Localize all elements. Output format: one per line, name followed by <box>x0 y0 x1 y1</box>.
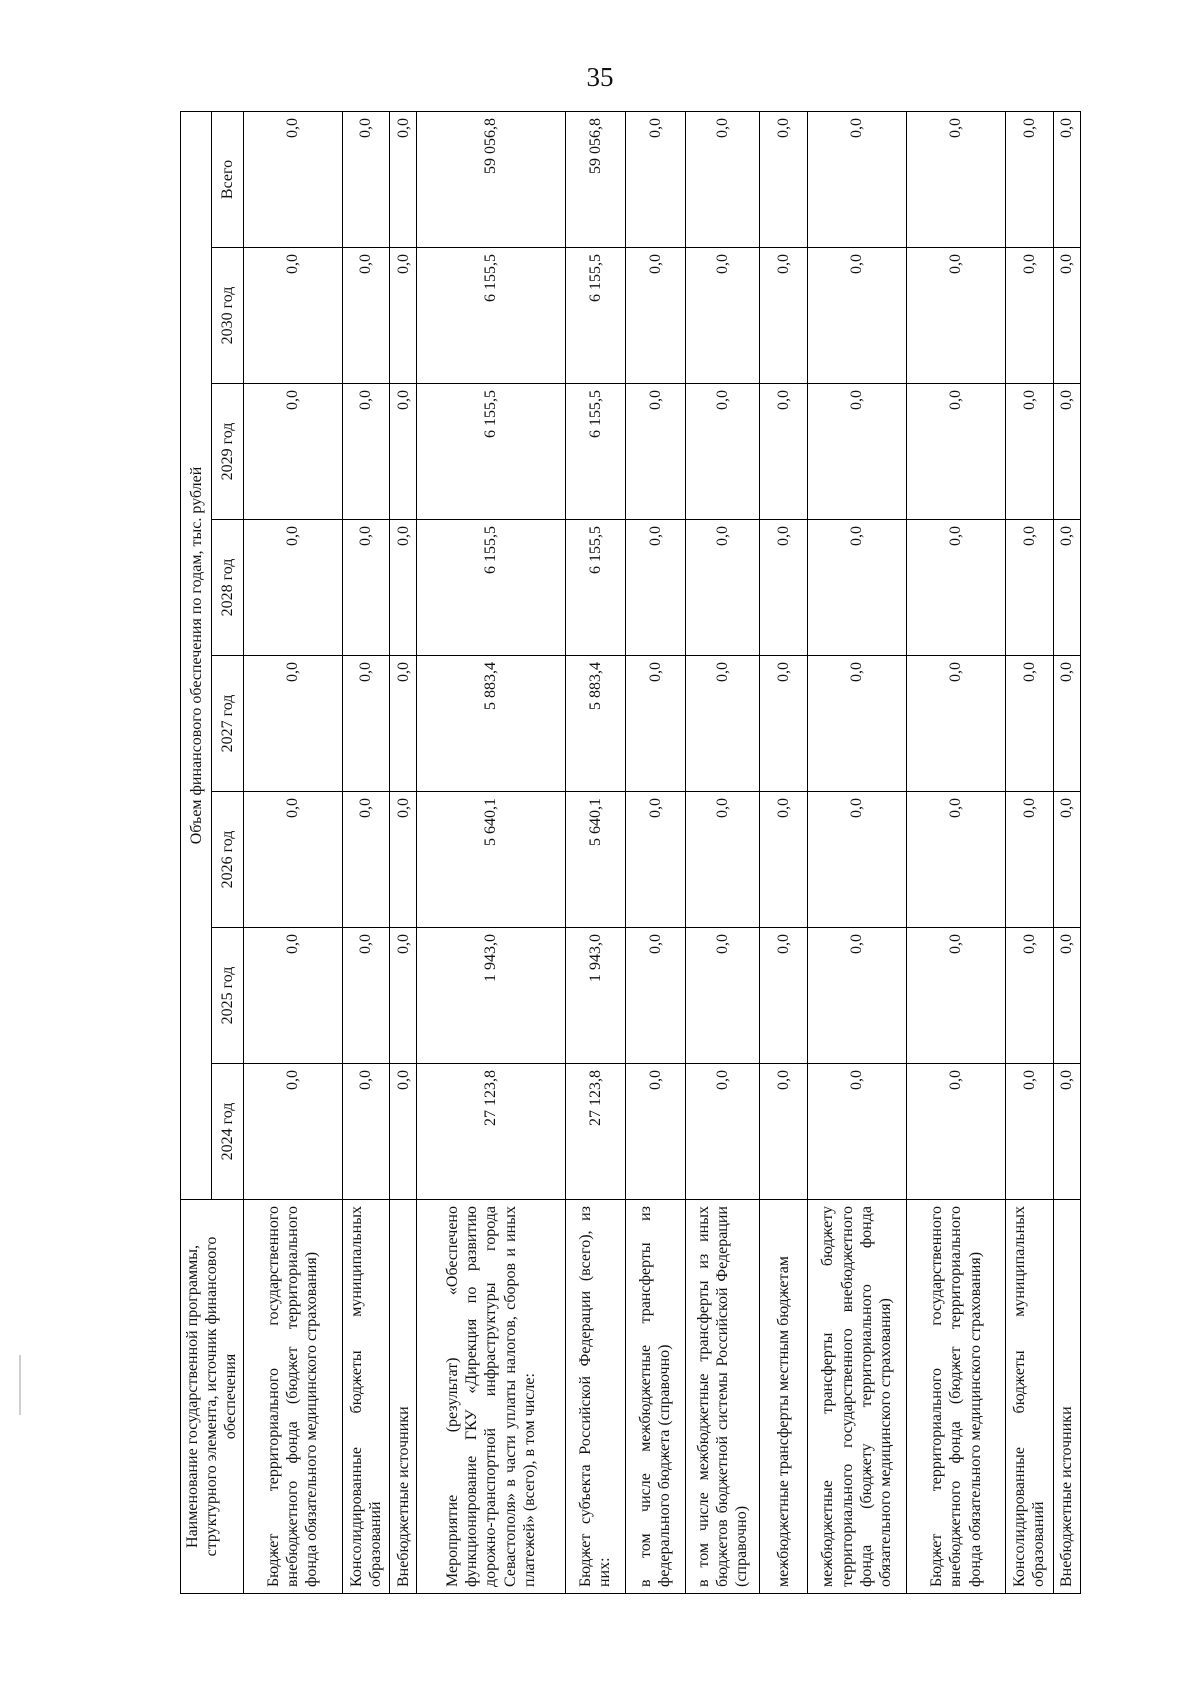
row-value: 0,0 <box>342 248 390 384</box>
row-value: 0,0 <box>1053 520 1080 656</box>
row-value: 0,0 <box>1053 656 1080 792</box>
row-value: 0,0 <box>807 1064 906 1200</box>
row-value: 0,0 <box>760 520 808 656</box>
row-value: 6 155,5 <box>565 248 625 384</box>
column-header-year: 2027 год <box>212 656 243 792</box>
row-value: 0,0 <box>760 248 808 384</box>
column-header-year: 2029 год <box>212 384 243 520</box>
row-value: 0,0 <box>625 792 685 928</box>
column-header-year: Всего <box>212 111 243 247</box>
scan-artifact <box>19 1355 21 1415</box>
row-value: 0,0 <box>760 656 808 792</box>
row-value: 0,0 <box>906 520 1005 656</box>
row-value: 0,0 <box>243 656 342 792</box>
row-value: 0,0 <box>243 384 342 520</box>
column-header-year: 2024 год <box>212 1064 243 1200</box>
row-value: 0,0 <box>1006 111 1054 247</box>
table-row <box>565 111 625 1593</box>
row-value: 0,0 <box>390 520 417 656</box>
table-row <box>342 111 390 1593</box>
row-value: 59 056,8 <box>417 111 566 247</box>
row-value: 0,0 <box>1053 928 1080 1064</box>
row-name: Внебюджетные источники <box>1053 1200 1080 1594</box>
row-value: 0,0 <box>243 111 342 247</box>
row-value: 0,0 <box>243 928 342 1064</box>
table-row <box>390 111 417 1593</box>
row-value: 59 056,8 <box>565 111 625 247</box>
row-value: 0,0 <box>760 384 808 520</box>
row-value: 0,0 <box>390 111 417 247</box>
row-value: 0,0 <box>906 792 1005 928</box>
row-value: 0,0 <box>1006 928 1054 1064</box>
page-number: 35 <box>586 62 614 92</box>
row-name: в том числе межбюджетные трансферты из иных бюджетов бюджетной системы Российской Федерации (справочно) <box>685 1200 759 1594</box>
table-body <box>243 111 1080 1593</box>
row-value: 5 883,4 <box>417 656 566 792</box>
table-row <box>807 111 906 1593</box>
row-value: 0,0 <box>625 928 685 1064</box>
row-value: 0,0 <box>390 384 417 520</box>
row-name: Мероприятие (результат) «Обеспечено функционирование ГКУ «Дирекция по развитию дорожно-транспортной инфраструктуры города Севастополя» в части уплаты налогов, сборов и иных платежей» (всего), в том числе: <box>417 1200 566 1594</box>
row-value: 0,0 <box>1006 656 1054 792</box>
row-name: Бюджет территориального государственного внебюджетного фонда (бюджет территориального фонда обязательного медицинского страхования) <box>243 1200 342 1594</box>
row-value: 0,0 <box>906 248 1005 384</box>
row-value: 0,0 <box>1006 520 1054 656</box>
row-value: 5 640,1 <box>565 792 625 928</box>
row-value: 0,0 <box>685 384 759 520</box>
row-value: 0,0 <box>685 792 759 928</box>
row-value: 0,0 <box>685 656 759 792</box>
budget-table <box>180 111 1081 1594</box>
row-name: Бюджет территориального государственного внебюджетного фонда (бюджет территориального фонда обязательного медицинского страхования) <box>906 1200 1005 1594</box>
column-header-year: 2030 год <box>212 248 243 384</box>
row-value: 0,0 <box>685 928 759 1064</box>
row-name: межбюджетные трансферты бюджету территориального государственного внебюджетного фонда (бюджету территориального фонда обязательного медицинского страхования) <box>807 1200 906 1594</box>
row-value: 0,0 <box>807 656 906 792</box>
row-name: Бюджет субъекта Российской Федерации (всего), из них: <box>565 1200 625 1594</box>
row-value: 0,0 <box>685 1064 759 1200</box>
row-value: 0,0 <box>760 1064 808 1200</box>
row-value: 0,0 <box>906 111 1005 247</box>
row-name: межбюджетные трансферты местным бюджетам <box>760 1200 808 1594</box>
row-value: 0,0 <box>342 384 390 520</box>
row-value: 0,0 <box>1053 111 1080 247</box>
row-value: 6 155,5 <box>565 520 625 656</box>
row-value: 0,0 <box>390 248 417 384</box>
row-value: 0,0 <box>807 248 906 384</box>
column-header-year: 2025 год <box>212 928 243 1064</box>
row-value: 0,0 <box>760 928 808 1064</box>
row-value: 0,0 <box>1053 248 1080 384</box>
row-value: 27 123,8 <box>565 1064 625 1200</box>
row-value: 0,0 <box>243 792 342 928</box>
row-value: 0,0 <box>1006 1064 1054 1200</box>
row-value: 0,0 <box>807 792 906 928</box>
row-value: 0,0 <box>906 928 1005 1064</box>
row-value: 0,0 <box>1006 384 1054 520</box>
row-value: 0,0 <box>390 792 417 928</box>
row-name: в том числе межбюджетные трансферты из федерального бюджета (справочно) <box>625 1200 685 1594</box>
row-value: 0,0 <box>342 656 390 792</box>
table-row <box>906 111 1005 1593</box>
row-value: 0,0 <box>390 656 417 792</box>
row-value: 0,0 <box>342 520 390 656</box>
row-value: 1 943,0 <box>565 928 625 1064</box>
row-value: 0,0 <box>807 928 906 1064</box>
row-value: 0,0 <box>1006 248 1054 384</box>
row-value: 0,0 <box>625 248 685 384</box>
table-row <box>1006 111 1054 1593</box>
row-value: 0,0 <box>390 1064 417 1200</box>
row-value: 0,0 <box>760 111 808 247</box>
row-value: 0,0 <box>760 792 808 928</box>
row-value: 0,0 <box>243 1064 342 1200</box>
row-value: 6 155,5 <box>565 384 625 520</box>
row-value: 6 155,5 <box>417 384 566 520</box>
row-value: 6 155,5 <box>417 248 566 384</box>
row-name: Консолидированные бюджеты муниципальных образований <box>342 1200 390 1594</box>
row-name: Внебюджетные источники <box>390 1200 417 1594</box>
row-value: 0,0 <box>1006 792 1054 928</box>
row-value: 6 155,5 <box>417 520 566 656</box>
rotated-table-container <box>180 112 1080 1594</box>
row-value: 0,0 <box>342 928 390 1064</box>
column-header-name: Наименование государственной программы, структурного элемента, источник финансового обеспечения <box>181 1200 244 1594</box>
column-header-group: Объем финансового обеспечения по годам, тыс. рублей <box>181 111 212 1199</box>
row-value: 0,0 <box>625 1064 685 1200</box>
row-value: 0,0 <box>685 520 759 656</box>
row-value: 0,0 <box>625 520 685 656</box>
row-value: 0,0 <box>1053 1064 1080 1200</box>
row-value: 0,0 <box>243 520 342 656</box>
row-value: 5 640,1 <box>417 792 566 928</box>
column-header-year: 2026 год <box>212 792 243 928</box>
row-value: 0,0 <box>906 384 1005 520</box>
table-row <box>685 111 759 1593</box>
row-value: 0,0 <box>807 111 906 247</box>
column-header-year: 2028 год <box>212 520 243 656</box>
table-row <box>417 111 566 1593</box>
table-row <box>243 111 342 1593</box>
row-value: 0,0 <box>243 248 342 384</box>
row-value: 0,0 <box>906 1064 1005 1200</box>
row-value: 27 123,8 <box>417 1064 566 1200</box>
row-value: 5 883,4 <box>565 656 625 792</box>
row-value: 0,0 <box>390 928 417 1064</box>
row-value: 0,0 <box>685 248 759 384</box>
row-value: 0,0 <box>906 656 1005 792</box>
row-value: 0,0 <box>342 792 390 928</box>
row-value: 0,0 <box>1053 792 1080 928</box>
table-row <box>625 111 685 1593</box>
row-value: 0,0 <box>685 111 759 247</box>
row-value: 0,0 <box>625 656 685 792</box>
row-value: 0,0 <box>807 384 906 520</box>
row-value: 0,0 <box>625 111 685 247</box>
row-value: 0,0 <box>342 111 390 247</box>
table-row <box>1053 111 1080 1593</box>
table-row <box>760 111 808 1593</box>
row-value: 0,0 <box>625 384 685 520</box>
header-row-1 <box>181 111 212 1593</box>
row-name: Консолидированные бюджеты муниципальных образований <box>1006 1200 1054 1594</box>
row-value: 0,0 <box>342 1064 390 1200</box>
row-value: 0,0 <box>1053 384 1080 520</box>
row-value: 1 943,0 <box>417 928 566 1064</box>
row-value: 0,0 <box>807 520 906 656</box>
